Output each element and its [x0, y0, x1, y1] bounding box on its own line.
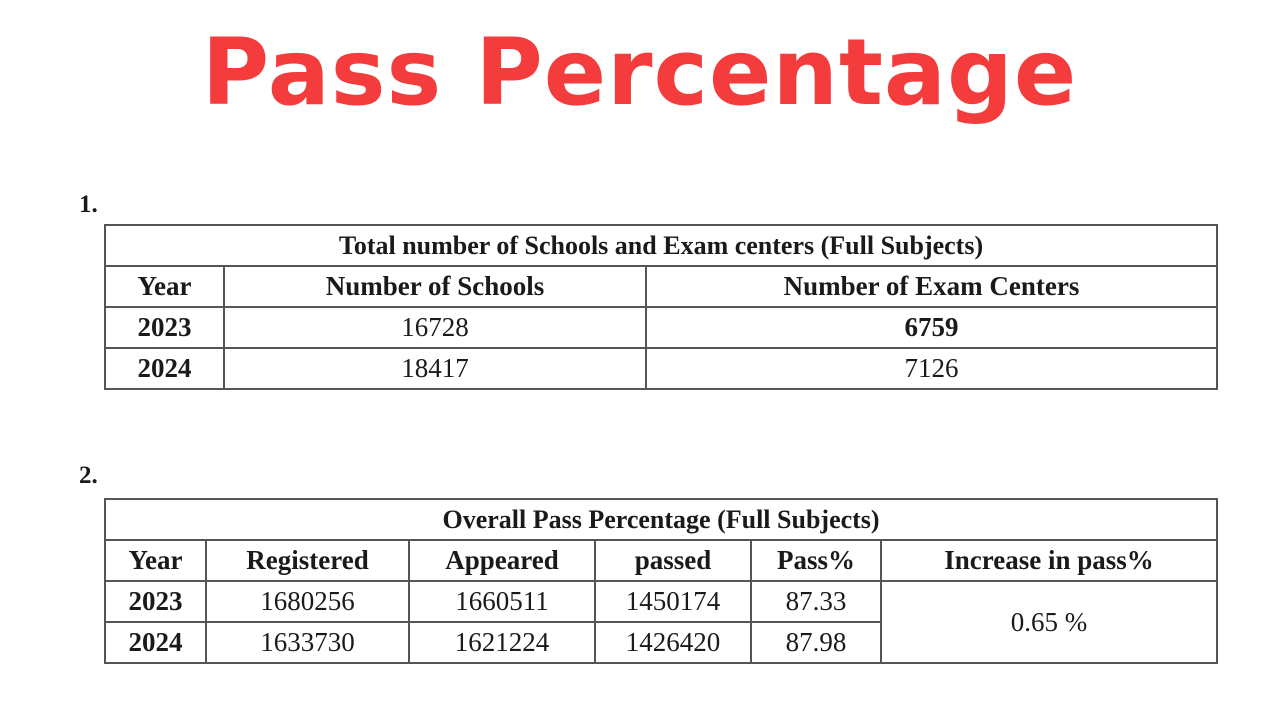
table2-header-pass-percent: Pass% [751, 540, 881, 581]
table2-cell-appeared: 1660511 [409, 581, 595, 622]
pass-percentage-table [104, 498, 1218, 664]
section-number-1: 1. [79, 191, 98, 218]
table-row [105, 307, 1217, 348]
table2-header-passed: passed [595, 540, 751, 581]
table2-cell-increase: 0.65 % [881, 581, 1217, 663]
table1-cell-schools: 16728 [224, 307, 646, 348]
table2-title: Overall Pass Percentage (Full Subjects) [105, 499, 1217, 540]
table2-cell-passed: 1426420 [595, 622, 751, 663]
table1-header-year: Year [105, 266, 224, 307]
table1-cell-year: 2024 [105, 348, 224, 389]
table2-cell-appeared: 1621224 [409, 622, 595, 663]
schools-exam-centers-table [104, 224, 1218, 390]
section-number-2: 2. [79, 462, 98, 489]
table2-cell-registered: 1680256 [206, 581, 409, 622]
table-row [105, 581, 1217, 622]
table2-cell-passed: 1450174 [595, 581, 751, 622]
table2-header-registered: Registered [206, 540, 409, 581]
table2-header-appeared: Appeared [409, 540, 595, 581]
table2-cell-registered: 1633730 [206, 622, 409, 663]
table2-cell-year: 2023 [105, 581, 206, 622]
table2-header-increase: Increase in pass% [881, 540, 1217, 581]
table1-header-schools: Number of Schools [224, 266, 646, 307]
table2-header-year: Year [105, 540, 206, 581]
table1-header-exam-centers: Number of Exam Centers [646, 266, 1217, 307]
table1-cell-exam-centers: 6759 [646, 307, 1217, 348]
table2-cell-pass-percent: 87.98 [751, 622, 881, 663]
table1-title: Total number of Schools and Exam centers (Full Subjects) [105, 225, 1217, 266]
table1-cell-schools: 18417 [224, 348, 646, 389]
table1-cell-year: 2023 [105, 307, 224, 348]
table1-cell-exam-centers: 7126 [646, 348, 1217, 389]
table2-cell-year: 2024 [105, 622, 206, 663]
page-headline: Pass Percentage [201, 19, 1078, 126]
table2-cell-pass-percent: 87.33 [751, 581, 881, 622]
table-row [105, 348, 1217, 389]
